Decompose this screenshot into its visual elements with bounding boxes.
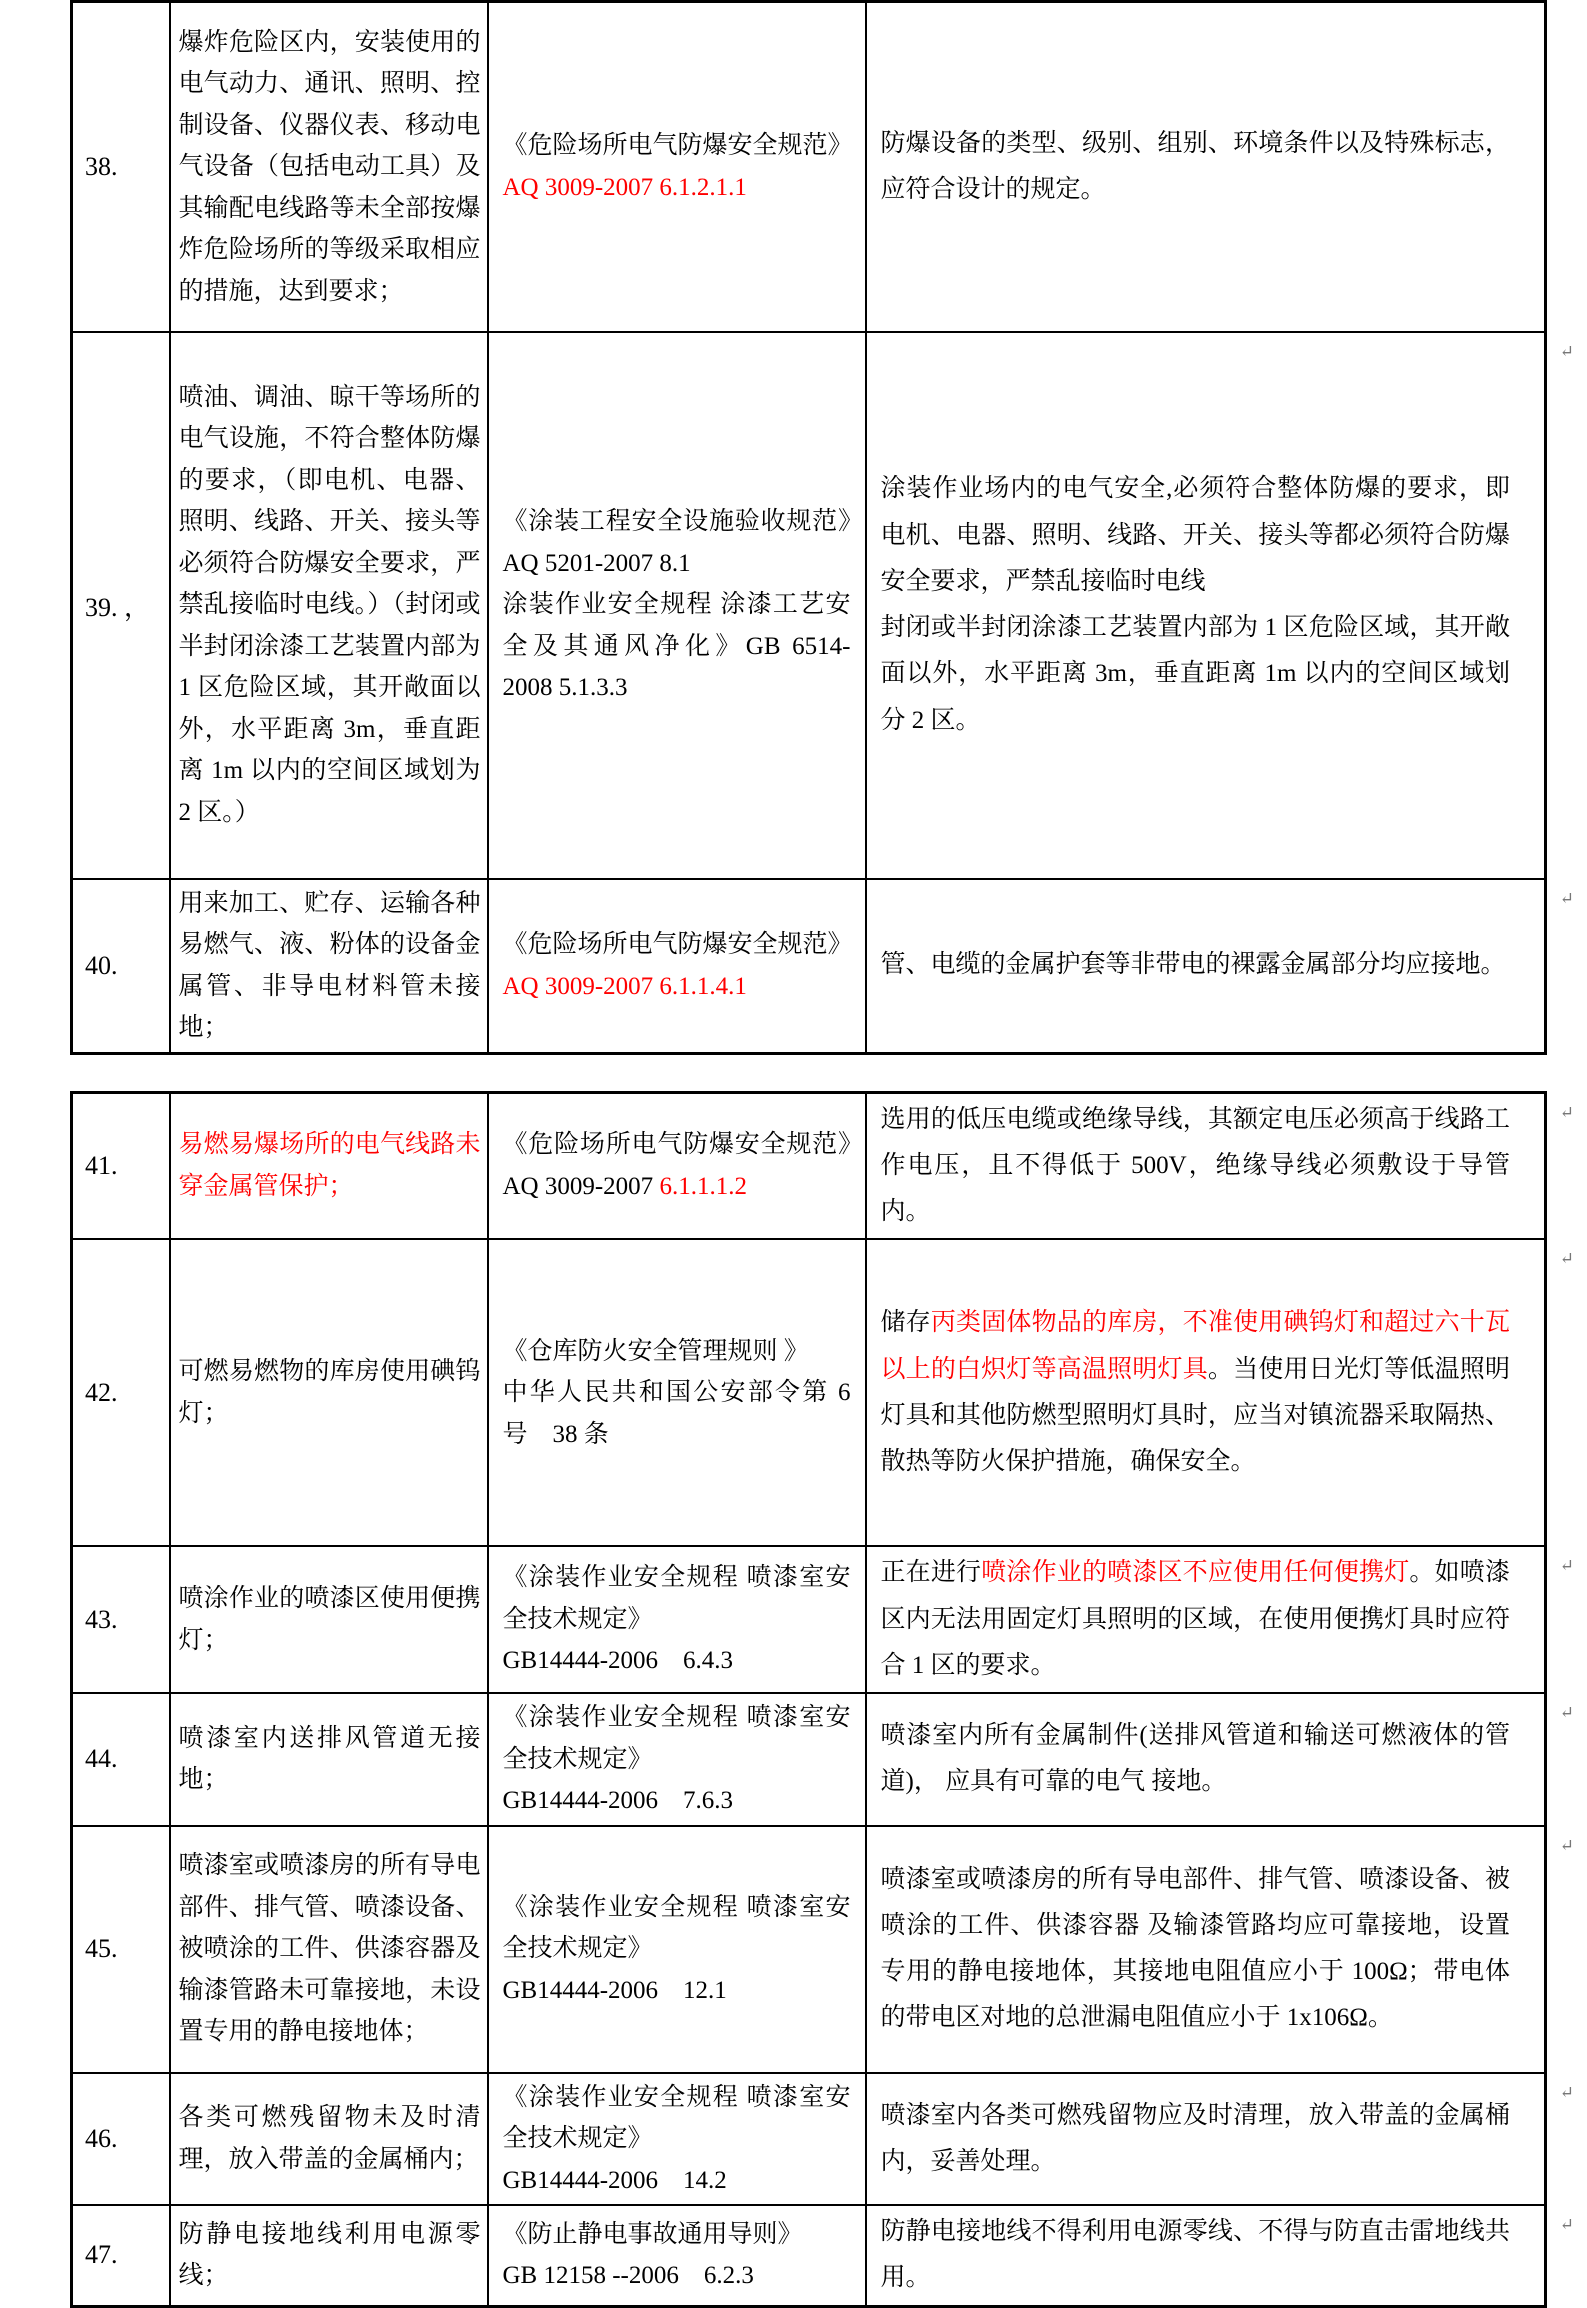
requirement-cell bbox=[866, 1092, 1574, 1239]
paragraph bbox=[179, 2214, 481, 2297]
standard-ref-cell bbox=[488, 879, 866, 1054]
text-segment: 47. bbox=[85, 2240, 118, 2270]
paragraph-mark-icon: ↵ bbox=[1559, 2215, 1574, 2234]
paragraph bbox=[503, 924, 851, 1007]
paragraph bbox=[881, 121, 1511, 214]
text-segment: 封闭或半封闭涂漆工艺装置内部为 1 区危险区域，其开敞面以外，水平距离 3m，垂直距离 1m 以内的空间区域划分 2 区。 bbox=[880, 614, 1510, 734]
violations-table-rows-38-40 bbox=[70, 0, 1574, 1055]
text-segment: 中华人民共和国公安部令第 6 号 38 条 bbox=[502, 1379, 851, 1448]
violation-desc-cell bbox=[170, 1693, 488, 1826]
standard-ref-cell bbox=[488, 2, 866, 332]
paragraph bbox=[85, 1605, 168, 1635]
table-row bbox=[72, 1092, 1546, 1239]
text-segment: 46. bbox=[85, 2123, 118, 2153]
requirement-cell bbox=[866, 2205, 1574, 2306]
text-segment: GB14444-2006 7.6.3 bbox=[502, 1787, 734, 1814]
text-segment: 《仓库防火安全管理规则 》 bbox=[502, 1337, 809, 1365]
paragraph-mark-icon: ↵ bbox=[1559, 888, 1574, 908]
paragraph bbox=[503, 1780, 851, 1822]
text-segment: 喷涂作业的喷漆区使用便携灯； bbox=[178, 1585, 481, 1654]
highlighted-text: 喷涂作业的喷漆区不应使用任何便携灯 bbox=[981, 1559, 1410, 1587]
paragraph bbox=[503, 2077, 851, 2160]
paragraph bbox=[881, 2209, 1511, 2302]
text-segment: 喷漆室或喷漆房的所有导电部件、排气管、喷漆设备、被喷涂的工件、供漆容器 及输漆管路均应可靠接地，设置专用的静电接地体，其接地电阻值应小于 100Ω；带电体的带电区对地的总泄漏电阻值应小于 1x106Ω。 bbox=[880, 1865, 1510, 2032]
requirement-cell bbox=[866, 1239, 1574, 1546]
paragraph bbox=[881, 942, 1511, 988]
row-number-cell bbox=[72, 1239, 170, 1546]
text-segment: 爆炸危险区内，安装使用的电气动力、通讯、照明、控制设备、仪器仪表、移动电气设备（包括电动工具）及其输配电线路等未全部按爆炸危险场所的等级采取相应的措施，达到要求； bbox=[178, 28, 481, 305]
standard-ref-cell bbox=[488, 1092, 866, 1239]
paragraph bbox=[503, 125, 851, 208]
paragraph bbox=[179, 1845, 481, 2053]
paragraph bbox=[179, 1718, 481, 1801]
standard-ref-cell bbox=[488, 2073, 866, 2206]
paragraph bbox=[881, 1550, 1511, 1689]
violation-desc-cell bbox=[170, 1092, 488, 1239]
table-row bbox=[72, 1826, 1546, 2073]
paragraph bbox=[503, 584, 851, 709]
row-number-cell bbox=[72, 1693, 170, 1826]
text-segment: 《涂装作业安全规程 喷漆室安全技术规定》 bbox=[502, 1564, 851, 1633]
paragraph bbox=[503, 2214, 851, 2256]
row-number-cell bbox=[72, 2, 170, 332]
text-segment: 防静电接地线利用电源零线； bbox=[178, 2220, 481, 2290]
paragraph bbox=[881, 1097, 1511, 1236]
table-body bbox=[72, 1092, 1574, 2306]
text-segment: 40. bbox=[85, 950, 118, 980]
paragraph-mark-icon: ↵ bbox=[1559, 1835, 1574, 1855]
violation-desc-cell bbox=[170, 1239, 488, 1546]
text-segment: 防静电接地线不得利用电源零线、不得与防直击雷地线共用。 bbox=[880, 2218, 1510, 2292]
row-number-cell bbox=[72, 2205, 170, 2306]
paragraph-mark-icon: ↵ bbox=[1559, 1249, 1574, 1269]
requirement-cell bbox=[866, 2, 1546, 332]
row-number-cell bbox=[72, 879, 170, 1054]
highlighted-text: AQ 3009-2007 6.1.1.4.1 bbox=[502, 972, 747, 1000]
paragraph bbox=[881, 1300, 1511, 1485]
table-row bbox=[72, 332, 1546, 879]
standard-ref-cell bbox=[488, 1546, 866, 1693]
text-segment: 喷漆室内各类可燃残留物应及时清理，放入带盖的金属桶内，妥善处理。 bbox=[880, 2101, 1510, 2175]
paragraph bbox=[503, 501, 851, 584]
text-segment: 涂装作业安全规程 涂漆工艺安全及其通风净化》GB 6514-2008 5.1.3.3 bbox=[502, 591, 851, 702]
violation-desc-cell bbox=[170, 1826, 488, 2073]
paragraph bbox=[503, 2255, 851, 2297]
paragraph-mark-icon: ↵ bbox=[1559, 1703, 1574, 1722]
table-row bbox=[72, 1546, 1546, 1693]
text-segment: 储存 bbox=[880, 1309, 931, 1337]
text-segment: 喷漆室内送排风管道无接地； bbox=[178, 1724, 481, 1794]
paragraph bbox=[179, 1578, 481, 1661]
paragraph bbox=[881, 2093, 1511, 2186]
paragraph bbox=[503, 1697, 851, 1780]
row-number-cell bbox=[72, 1826, 170, 2073]
text-segment: 各类可燃残留物未及时清理，放入带盖的金属桶内； bbox=[178, 2104, 481, 2173]
text-segment: 《涂装工程安全设施验收规范》AQ 5201-2007 8.1 bbox=[502, 508, 851, 577]
standard-ref-cell bbox=[488, 1239, 866, 1546]
paragraph bbox=[881, 1857, 1511, 2042]
paragraph bbox=[179, 22, 481, 313]
row-number-cell bbox=[72, 332, 170, 879]
requirement-cell bbox=[866, 879, 1574, 1054]
violation-desc-cell bbox=[170, 2, 488, 332]
requirement-cell bbox=[866, 332, 1574, 879]
highlighted-text: 6.1.1.1.2 bbox=[659, 1172, 747, 1200]
paragraph bbox=[881, 1713, 1511, 1806]
paragraph bbox=[503, 1887, 851, 1970]
paragraph bbox=[503, 1124, 851, 1207]
standard-ref-cell bbox=[488, 1826, 866, 2073]
text-segment: 可燃易燃物的库房使用碘钨灯； bbox=[178, 1358, 481, 1427]
table-row bbox=[72, 879, 1546, 1054]
text-segment: 。如喷漆区内无法用固定灯具照明的区域，在使用便携灯具时应符合 1 区的要求。 bbox=[880, 1559, 1510, 1679]
paragraph bbox=[85, 1378, 168, 1408]
paragraph bbox=[85, 152, 168, 182]
text-segment: 正在进行 bbox=[880, 1559, 982, 1587]
violation-desc-cell bbox=[170, 2205, 488, 2306]
violation-desc-cell bbox=[170, 879, 488, 1054]
paragraph bbox=[179, 1351, 481, 1434]
text-segment: 管、电缆的金属护套等非带电的裸露金属部分均应接地。 bbox=[880, 951, 1506, 979]
text-segment: 《危险场所电气防爆安全规范》 bbox=[502, 132, 853, 160]
paragraph-mark-icon: ↵ bbox=[1559, 1556, 1574, 1576]
table-row bbox=[72, 2, 1546, 332]
violations-table-rows-41-47 bbox=[70, 1091, 1574, 2308]
text-segment: 45. bbox=[85, 1934, 118, 1963]
paragraph bbox=[179, 1124, 481, 1207]
highlighted-text: 丙类固体物品的库房，不准使用碘钨灯和超过六十瓦以上的白炽灯等高温照明灯具 bbox=[880, 1309, 1510, 1383]
paragraph bbox=[503, 1970, 851, 2012]
highlighted-text: 易燃易爆场所的电气线路未穿金属管保护； bbox=[178, 1131, 481, 1200]
text-segment: 涂装作业场内的电气安全,必须符合整体防爆的要求，即电机、电器、照明、线路、开关、接头等都必须符合防爆安全要求，严禁乱接临时电线 bbox=[880, 475, 1510, 595]
row-number-cell bbox=[72, 2073, 170, 2206]
table-gap bbox=[70, 1055, 1544, 1091]
paragraph bbox=[179, 2097, 481, 2180]
text-segment: 《防止静电事故通用导则》 bbox=[502, 2220, 803, 2248]
text-segment: 38. bbox=[85, 151, 118, 181]
violation-desc-cell bbox=[170, 2073, 488, 2206]
paragraph bbox=[503, 1557, 851, 1640]
highlighted-text: AQ 3009-2007 6.1.2.1.1 bbox=[502, 173, 747, 201]
paragraph bbox=[85, 587, 168, 624]
paragraph-mark-icon: ↵ bbox=[1559, 2082, 1574, 2102]
text-segment: 用来加工、贮存、运输各种易燃气、液、粉体的设备金属管、非导电材料管未接地； bbox=[178, 889, 481, 1041]
text-segment: 43. bbox=[85, 1604, 118, 1634]
text-segment: GB 12158 --2006 6.2.3 bbox=[502, 2262, 754, 2290]
paragraph-mark-icon: ↵ bbox=[1559, 341, 1574, 361]
requirement-cell bbox=[866, 1826, 1574, 2073]
requirement-cell bbox=[866, 2073, 1574, 2206]
paragraph bbox=[85, 1934, 168, 1964]
text-segment: 《危险场所电气防爆安全规范》 bbox=[502, 931, 853, 958]
paragraph bbox=[85, 1744, 168, 1774]
paragraph-mark-icon: ↵ bbox=[1559, 1102, 1574, 1122]
text-segment: 44. bbox=[85, 1744, 118, 1774]
paragraph bbox=[85, 1151, 168, 1181]
paragraph bbox=[85, 951, 168, 981]
table-row bbox=[72, 2073, 1546, 2206]
requirement-cell bbox=[866, 1693, 1574, 1826]
text-segment: 42. bbox=[85, 1377, 118, 1407]
row-number-cell bbox=[72, 1092, 170, 1239]
paragraph bbox=[881, 466, 1511, 605]
text-segment: 41. bbox=[85, 1150, 118, 1180]
table-row bbox=[72, 1239, 1546, 1546]
standard-ref-cell bbox=[488, 332, 866, 879]
text-segment: GB14444-2006 12.1 bbox=[502, 1976, 727, 2004]
paragraph bbox=[503, 1640, 851, 1682]
text-segment: 喷漆室或喷漆房的所有导电部件、排气管、喷漆设备、被喷涂的工件、供漆容器及输漆管路未可靠接地，未设置专用的静电接地体； bbox=[178, 1852, 481, 2046]
violation-desc-cell bbox=[170, 1546, 488, 1693]
text-segment: GB14444-2006 14.2 bbox=[502, 2166, 727, 2194]
paragraph bbox=[85, 2124, 168, 2154]
standard-ref-cell bbox=[488, 1693, 866, 1826]
text-segment: 喷油、调油、晾干等场所的电气设施，不符合整体防爆的要求，（即电机、电器、照明、线路、开关、接头等必须符合防爆安全要求，严禁乱接临时电线。）（封闭或半封闭涂漆工艺装置内部为 1 区危险区域，其开敞面以外，水平距离 3m，垂直距离 1m 以内的空间区域划为 2 区。） bbox=[178, 383, 481, 826]
text-segment: 防爆设备的类型、级别、组别、环境条件以及特殊标志，应符合设计的规定。 bbox=[880, 129, 1510, 203]
table-body bbox=[72, 2, 1574, 1054]
paragraph bbox=[503, 1372, 851, 1455]
table-row bbox=[72, 1693, 1546, 1826]
paragraph bbox=[881, 605, 1511, 744]
text-segment: 39. ， bbox=[85, 592, 151, 622]
text-segment: GB14444-2006 6.4.3 bbox=[502, 1647, 734, 1675]
text-segment: 《涂装作业安全规程 喷漆室安全技术规定》 bbox=[502, 1704, 851, 1773]
text-segment: 《危险场所电气防爆安全规范》AQ 3009-2007 bbox=[502, 1131, 851, 1200]
text-segment: 。当使用日光灯等低温照明灯具和其他防燃型照明灯具时，应当对镇流器采取隔热、散热等防火保护措施，确保安全。 bbox=[880, 1355, 1510, 1475]
paragraph bbox=[503, 2160, 851, 2202]
text-segment: 选用的低压电缆或绝缘导线，其额定电压必须高于线路工作电压，且不得低于 500V，绝缘导线必须敷设于导管内。 bbox=[880, 1105, 1510, 1225]
text-segment: 《涂装作业安全规程 喷漆室安全技术规定》 bbox=[502, 2083, 851, 2152]
paragraph bbox=[179, 883, 481, 1049]
paragraph bbox=[179, 377, 481, 834]
requirement-cell bbox=[866, 1546, 1574, 1693]
row-number-cell bbox=[72, 1546, 170, 1693]
table-row bbox=[72, 2205, 1546, 2306]
text-segment: 喷漆室内所有金属制件(送排风管道和输送可燃液体的管道)， 应具有可靠的电气 接地。 bbox=[880, 1722, 1510, 1796]
tables-area bbox=[70, 0, 1574, 2308]
paragraph bbox=[503, 1331, 851, 1373]
standard-ref-cell bbox=[488, 2205, 866, 2306]
violation-desc-cell bbox=[170, 332, 488, 879]
text-segment: 《涂装作业安全规程 喷漆室安全技术规定》 bbox=[502, 1893, 851, 1963]
